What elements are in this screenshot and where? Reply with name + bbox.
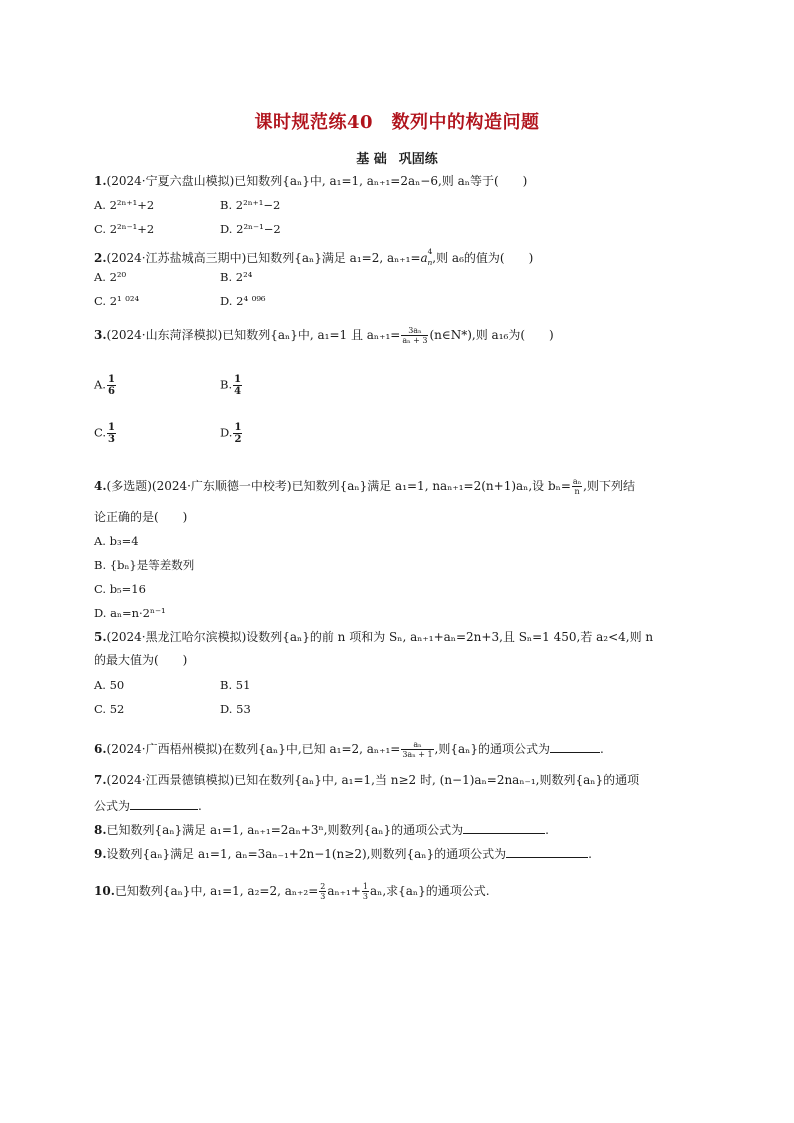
question-text-post: ,则下列结 — [583, 479, 635, 493]
period: . — [198, 799, 202, 813]
fraction-denominator: aₙ + 3 — [402, 336, 428, 345]
question-text: (2024·江西景德镇模拟)已知在数列{aₙ}中, a₁=1,当 n≥2 时, (n−1)aₙ=2naₙ₋₁,则数列{aₙ}的通项 — [106, 773, 640, 787]
fraction-denominator: 6 — [107, 386, 115, 397]
power-expression: $a^4_n$ — [420, 247, 433, 268]
question-number: 4. — [94, 479, 107, 493]
answer-blank[interactable] — [130, 797, 198, 810]
q3-option-d — [220, 422, 243, 445]
q5-option-a: A. 50 — [94, 678, 125, 692]
fraction-numerator: aₙ — [572, 477, 582, 486]
question-text-post: (n∈N*),则 a₁₆为( ) — [429, 328, 554, 342]
question-10 — [94, 882, 490, 901]
fraction — [233, 422, 242, 445]
fraction — [362, 882, 369, 901]
question-text: (2024·黑龙江哈尔滨模拟)设数列{aₙ}的前 n 项和为 Sₙ, aₙ₊₁+aₙ=2n+3,且 Sₙ=1 450,若 a₂<4,则 n — [106, 630, 654, 644]
q1-option-d: D. 2²ⁿ⁻¹−2 — [220, 222, 281, 236]
fraction-denominator: 4 — [234, 386, 242, 397]
q4-option-b: B. {bₙ}是等差数列 — [94, 558, 195, 572]
question-number: 10. — [94, 884, 115, 898]
fraction-numerator: aₙ — [401, 740, 433, 750]
period: . — [588, 847, 592, 861]
question-5 — [94, 629, 653, 645]
fraction-numerator: 1 — [107, 374, 115, 385]
question-4-line-2: 论正确的是( ) — [94, 510, 188, 524]
question-number: 3. — [94, 328, 107, 342]
fraction-denominator: 3 — [320, 892, 326, 901]
question-text: 设数列{aₙ}满足 a₁=1, aₙ=3aₙ₋₁+2n−1(n≥2),则数列{aₙ}的通项公式为 — [106, 847, 507, 861]
q4-option-d: D. aₙ=n·2ⁿ⁻¹ — [94, 606, 166, 620]
question-text: 公式为 — [94, 799, 131, 813]
fraction — [401, 740, 433, 759]
question-text-mid: aₙ₊₁+ — [327, 884, 361, 898]
question-number: 2. — [94, 251, 107, 265]
q2-option-a: A. 2²⁰ — [94, 270, 127, 284]
fraction — [107, 374, 116, 397]
q1-option-c: C. 2²ⁿ⁻¹+2 — [94, 222, 155, 236]
q4-option-c: C. b₅=16 — [94, 582, 146, 596]
question-text-post: aₙ,求{aₙ}的通项公式. — [369, 884, 490, 898]
answer-blank[interactable] — [550, 740, 600, 753]
question-text-post: ,则{aₙ}的通项公式为 — [434, 742, 550, 756]
section-heading-left: 基 础 — [356, 152, 387, 167]
section-heading-right: 巩固练 — [398, 152, 438, 167]
q2-option-d: D. 2⁴ ⁰⁹⁶ — [220, 294, 266, 308]
question-9 — [94, 845, 592, 862]
fraction-numerator: 2 — [320, 882, 326, 891]
period: . — [545, 823, 549, 837]
question-3 — [94, 326, 554, 345]
section-heading — [0, 148, 794, 167]
fraction-denominator: 3 — [108, 434, 116, 445]
fraction — [572, 477, 582, 496]
question-2 — [94, 247, 533, 271]
q2-option-b: B. 2²⁴ — [220, 270, 253, 284]
option-letter: D. — [220, 425, 233, 440]
page-title: 课时规范练40 数列中的构造问题 — [254, 112, 540, 133]
question-6 — [94, 740, 604, 759]
question-text-post: ,则 a₆的值为( ) — [432, 251, 534, 265]
question-text-pre: (多选题)(2024·广东顺德一中校考)已知数列{aₙ}满足 a₁=1, naₙ₊₁=2(n+1)aₙ,设 bₙ= — [106, 479, 571, 493]
answer-blank[interactable] — [463, 821, 545, 834]
q5-option-b: B. 51 — [220, 678, 251, 692]
q2-option-c: C. 2¹ ⁰²⁴ — [94, 294, 140, 308]
question-text: (2024·宁夏六盘山模拟)已知数列{aₙ}中, a₁=1, aₙ₊₁=2aₙ−6,则 aₙ等于( ) — [106, 174, 528, 188]
question-number: 1. — [94, 174, 107, 188]
question-7 — [94, 772, 639, 788]
question-number: 7. — [94, 773, 107, 787]
fraction-numerator: 3aₙ — [401, 326, 428, 336]
question-number: 6. — [94, 742, 107, 756]
question-text: 已知数列{aₙ}满足 a₁=1, aₙ₊₁=2aₙ+3ⁿ,则数列{aₙ}的通项公式为 — [106, 823, 464, 837]
option-letter: B. — [220, 377, 233, 392]
q4-option-a: A. b₃=4 — [94, 534, 139, 548]
fraction-numerator: 1 — [362, 882, 368, 891]
question-1 — [94, 173, 527, 189]
question-text-pre: (2024·江苏盐城高三期中)已知数列{aₙ}满足 a₁=2, aₙ₊₁= — [106, 251, 421, 265]
answer-blank[interactable] — [506, 845, 588, 858]
q3-option-b — [220, 374, 243, 397]
question-text-pre: (2024·广西梧州模拟)在数列{aₙ}中,已知 a₁=2, aₙ₊₁= — [106, 742, 401, 756]
period: . — [599, 742, 604, 756]
fraction — [319, 882, 326, 901]
fraction — [401, 326, 428, 345]
question-8 — [94, 821, 549, 838]
fraction-denominator: 3aₙ + 1 — [402, 750, 433, 759]
fraction-numerator: 1 — [108, 422, 116, 433]
fraction — [233, 374, 242, 397]
option-letter: A. — [94, 377, 106, 392]
question-number: 8. — [94, 823, 107, 837]
question-7-line-2 — [94, 797, 202, 814]
question-4 — [94, 477, 635, 496]
q5-option-c: C. 52 — [94, 702, 125, 716]
question-number: 9. — [94, 847, 107, 861]
q3-option-a — [94, 374, 117, 397]
option-letter: C. — [94, 425, 107, 440]
question-number: 5. — [94, 630, 107, 644]
fraction — [107, 422, 116, 445]
q1-option-b: B. 2²ⁿ⁺¹−2 — [220, 198, 281, 212]
fraction-denominator: 2 — [234, 434, 242, 445]
q3-option-c — [94, 422, 117, 445]
question-5-line-2: 的最大值为( ) — [94, 653, 188, 667]
question-text-pre: 已知数列{aₙ}中, a₁=1, a₂=2, aₙ₊₂= — [114, 884, 319, 898]
fraction-denominator: 3 — [362, 892, 368, 901]
question-text-pre: (2024·山东菏泽模拟)已知数列{aₙ}中, a₁=1 且 aₙ₊₁= — [106, 328, 401, 342]
fraction-numerator: 1 — [234, 374, 242, 385]
q1-option-a: A. 2²ⁿ⁺¹+2 — [94, 198, 155, 212]
fraction-numerator: 1 — [234, 422, 242, 433]
fraction-denominator: n — [574, 487, 580, 496]
q5-option-d: D. 53 — [220, 702, 251, 716]
